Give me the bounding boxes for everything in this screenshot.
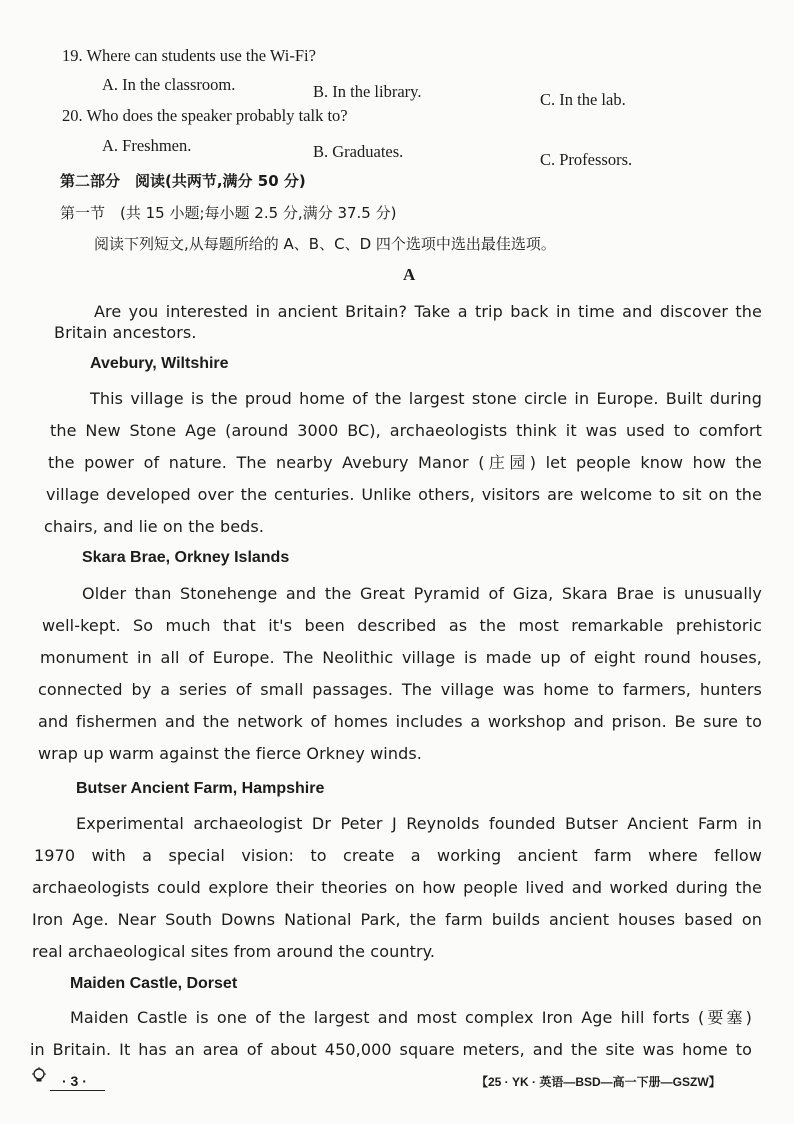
site-text-line: This village is the proud home of the largest stone circle in Europe. Built during bbox=[90, 389, 762, 408]
site-text-line: the New Stone Age (around 3000 BC), archaeologists think it was used to comfort bbox=[50, 421, 762, 440]
site-text-line: real archaeological sites from around the country. bbox=[32, 942, 436, 961]
site-text-line: Older than Stonehenge and the Great Pyramid of Giza, Skara Brae is unusually bbox=[82, 584, 762, 603]
site-text-line: monument in all of Europe. The Neolithic village is made up of eight round houses, bbox=[40, 648, 762, 667]
question-19-option-c: C. In the lab. bbox=[540, 90, 626, 109]
section-sub-title: 第一节 (共 15 小题;每小题 2.5 分,满分 37.5 分) bbox=[60, 204, 397, 222]
site-heading-skara-brae: Skara Brae, Orkney Islands bbox=[82, 549, 290, 566]
site-text-line: Iron Age. Near South Downs National Park, the farm builds ancient houses based on bbox=[32, 910, 762, 929]
exam-code: 【25 · YK · 英语—BSD—高一下册—GSZW】 bbox=[476, 1075, 721, 1089]
site-text-line: well-kept. So much that it's been described as the most remarkable prehistoric bbox=[42, 616, 762, 635]
section-part-title: 第二部分 阅读(共两节,满分 50 分) bbox=[60, 172, 306, 190]
site-heading-maiden-castle: Maiden Castle, Dorset bbox=[70, 975, 238, 992]
passage-intro-line-2: Britain ancestors. bbox=[54, 323, 197, 342]
page-number: · 3 · bbox=[62, 1073, 87, 1089]
question-19-stem: 19. Where can students use the Wi-Fi? bbox=[62, 46, 316, 65]
question-19-option-b: B. In the library. bbox=[313, 82, 422, 101]
site-text-line: wrap up warm against the fierce Orkney winds. bbox=[38, 744, 422, 763]
lightbulb-icon bbox=[30, 1067, 48, 1085]
site-text-line: archaeologists could explore their theories on how people lived and worked during the bbox=[32, 878, 762, 897]
site-text-line: connected by a series of small passages. The village was home to farmers, hunters bbox=[38, 680, 762, 699]
passage-label: A bbox=[403, 265, 416, 284]
question-20-option-a: A. Freshmen. bbox=[102, 136, 192, 155]
site-heading-butser: Butser Ancient Farm, Hampshire bbox=[76, 780, 325, 797]
site-text-line: the power of nature. The nearby Avebury Manor (庄园) let people know how the bbox=[48, 453, 762, 472]
site-text-line: village developed over the centuries. Unlike others, visitors are welcome to sit on the bbox=[46, 485, 762, 504]
site-text-line: Experimental archaeologist Dr Peter J Reynolds founded Butser Ancient Farm in bbox=[76, 814, 762, 833]
page-number-underline bbox=[50, 1090, 105, 1091]
question-19-option-a: A. In the classroom. bbox=[102, 75, 236, 94]
site-heading-avebury: Avebury, Wiltshire bbox=[90, 355, 229, 372]
section-instruction: 阅读下列短文,从每题所给的 A、B、C、D 四个选项中选出最佳选项。 bbox=[94, 235, 556, 253]
site-text-line: and fishermen and the network of homes includes a workshop and prison. Be sure to bbox=[38, 712, 762, 731]
question-20-stem: 20. Who does the speaker probably talk to? bbox=[62, 106, 348, 125]
site-text-line: chairs, and lie on the beds. bbox=[44, 517, 265, 536]
question-20-option-b: B. Graduates. bbox=[313, 142, 404, 161]
site-text-line: in Britain. It has an area of about 450,000 square meters, and the site was home to bbox=[30, 1040, 752, 1059]
site-text-line: 1970 with a special vision: to create a working ancient farm where fellow bbox=[34, 846, 762, 865]
site-text-line: Maiden Castle is one of the largest and most complex Iron Age hill forts (要塞) bbox=[70, 1008, 752, 1027]
question-20-option-c: C. Professors. bbox=[540, 150, 633, 169]
passage-intro-line-1: Are you interested in ancient Britain? Take a trip back in time and discover the bbox=[94, 302, 762, 321]
